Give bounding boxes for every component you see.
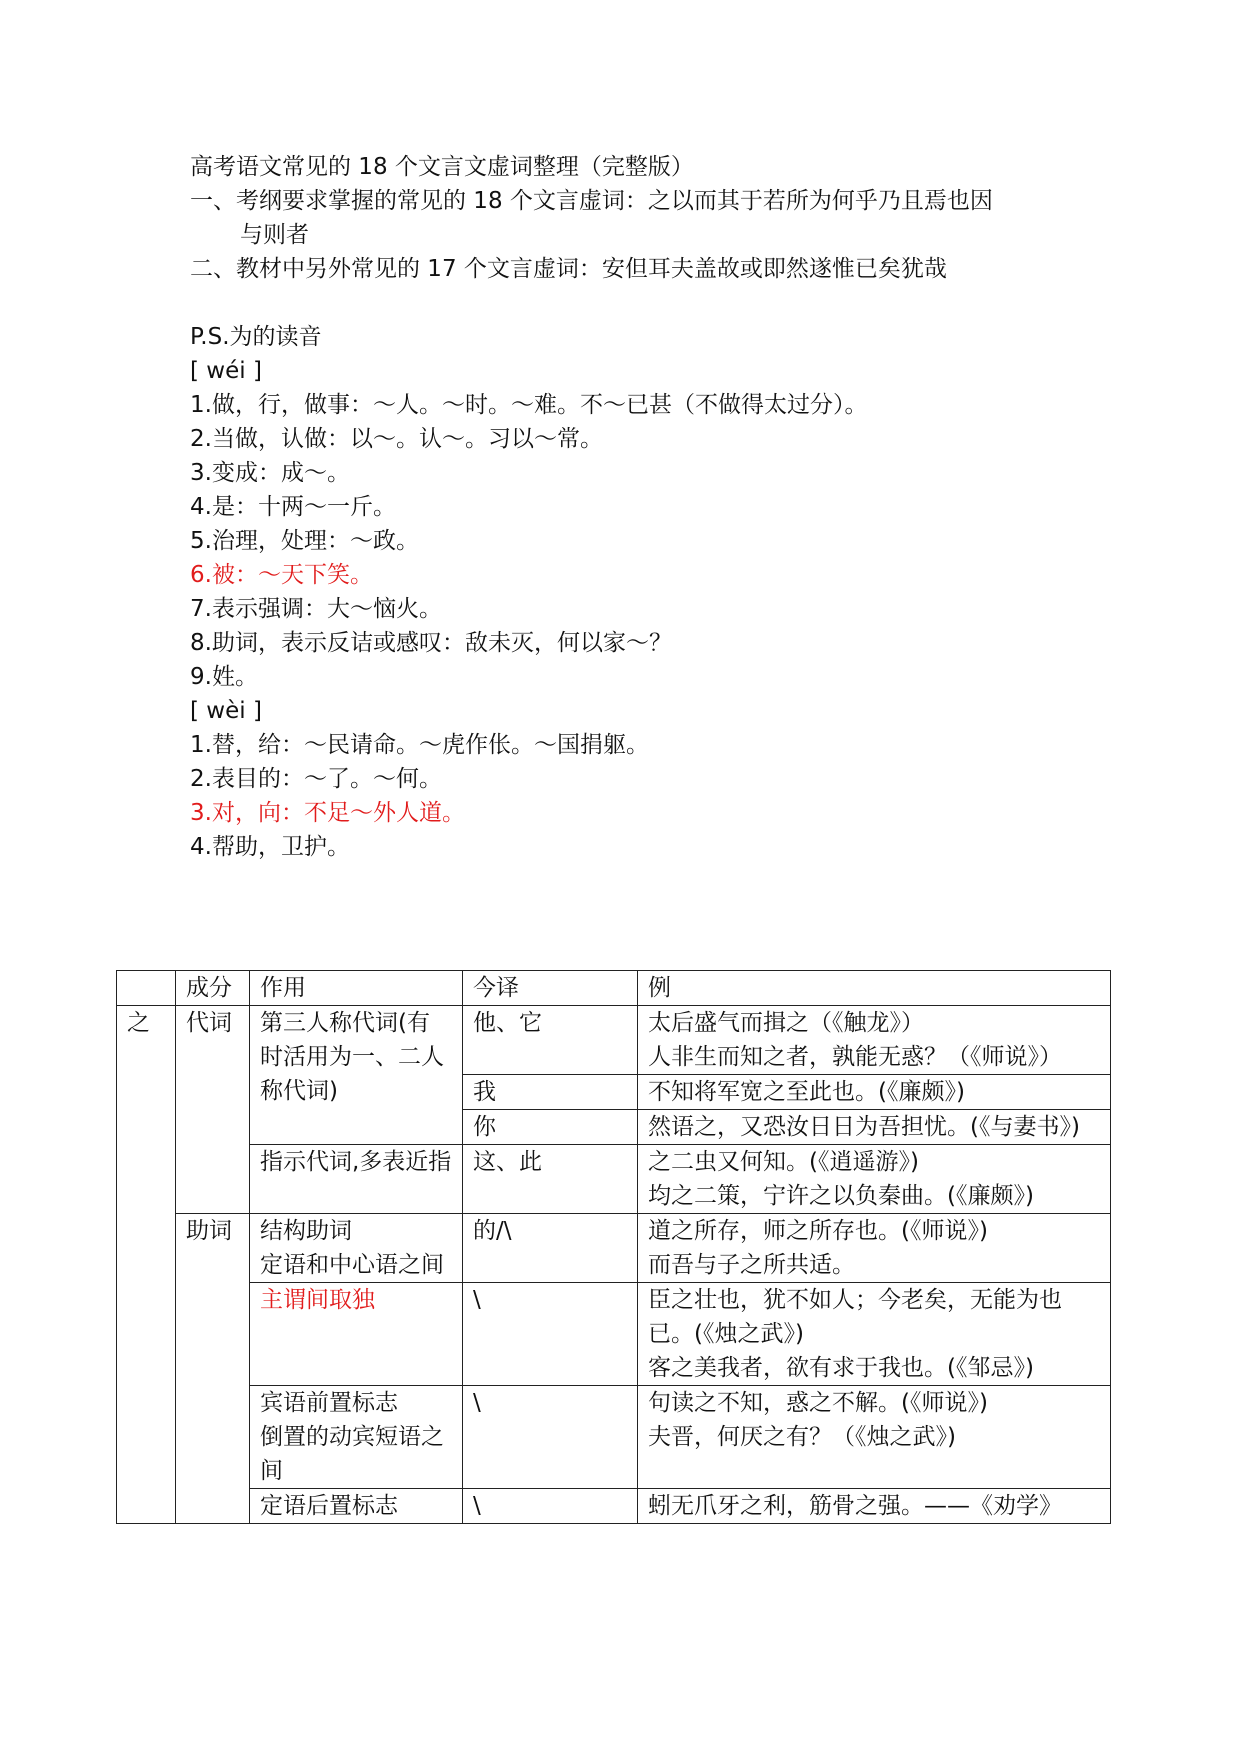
list-item-syllabus-cont: 与则者 bbox=[240, 222, 309, 248]
meaning-item: 2.表目的：～了。～何。 bbox=[190, 766, 442, 792]
translation-cell: 我 bbox=[463, 1075, 638, 1110]
function-word-table bbox=[116, 970, 1111, 1524]
example-sentence: 而吾与子之所共适。 bbox=[648, 1252, 855, 1278]
example-sentence: 均之二策，宁许之以负秦曲。(《廉颇》) bbox=[648, 1183, 1034, 1209]
example-cell bbox=[638, 1386, 1111, 1489]
example-sentence: 臣之壮也，犹不如人；今老矣，无能为也已。(《烛之武》) bbox=[648, 1287, 1062, 1347]
example-sentence: 道之所存，师之所存也。(《师说》) bbox=[648, 1218, 988, 1244]
table-row bbox=[117, 1145, 1111, 1214]
intro-text bbox=[190, 150, 1090, 864]
function-cell: 第三人称代词(有时活用为一、二人称代词) bbox=[250, 1006, 463, 1145]
meaning-item: 3.变成：成～。 bbox=[190, 460, 350, 486]
example-sentence: 然语之，又恐汝日日为吾担忧。(《与妻书》) bbox=[648, 1114, 1080, 1140]
function-line: 定语和中心语之间 bbox=[260, 1252, 444, 1278]
example-cell bbox=[638, 1214, 1111, 1283]
pos-cell: 代词 bbox=[176, 1006, 250, 1214]
function-cell: 定语后置标志 bbox=[250, 1489, 463, 1524]
translation-cell: \ bbox=[463, 1283, 638, 1386]
list-item-textbook: 二、教材中另外常见的 17 个文言虚词：安但耳夫盖故或即然遂惟已矣犹哉 bbox=[190, 256, 947, 282]
meaning-item: 2.当做，认做：以～。认～。习以～常。 bbox=[190, 426, 603, 452]
header-cell bbox=[117, 971, 176, 1006]
pinyin-header-wei2: [ wéi ] bbox=[190, 358, 262, 384]
function-cell: 指示代词,多表近指 bbox=[250, 1145, 463, 1214]
pos-cell: 助词 bbox=[176, 1214, 250, 1524]
translation-cell: 你 bbox=[463, 1110, 638, 1145]
translation-cell: \ bbox=[463, 1489, 638, 1524]
example-sentence: 蚓无爪牙之利，筋骨之强。——《劝学》 bbox=[648, 1493, 1062, 1519]
function-cell bbox=[250, 1214, 463, 1283]
meaning-item-highlighted: 3.对，向：不足～外人道。 bbox=[190, 800, 465, 826]
example-cell bbox=[638, 1489, 1111, 1524]
function-cell bbox=[250, 1386, 463, 1489]
table-header-row bbox=[117, 971, 1111, 1006]
doc-title: 高考语文常见的 18 个文言文虚词整理（完整版） bbox=[190, 154, 694, 180]
example-sentence: 不知将军宽之至此也。(《廉颇》) bbox=[648, 1079, 965, 1105]
translation-cell: 的/\ bbox=[463, 1214, 638, 1283]
header-cell: 例 bbox=[638, 971, 1111, 1006]
header-cell: 作用 bbox=[250, 971, 463, 1006]
meaning-item: 5.治理，处理：～政。 bbox=[190, 528, 419, 554]
pinyin-header-wei4: [ wèi ] bbox=[190, 698, 262, 724]
meaning-item: 4.是：十两～一斤。 bbox=[190, 494, 396, 520]
example-cell bbox=[638, 1283, 1111, 1386]
example-cell bbox=[638, 1006, 1111, 1075]
function-line: 倒置的动宾短语之间 bbox=[260, 1424, 444, 1484]
example-sentence: 之二虫又何知。(《逍遥游》) bbox=[648, 1149, 919, 1175]
example-sentence: 句读之不知，惑之不解。(《师说》) bbox=[648, 1390, 988, 1416]
function-line: 宾语前置标志 bbox=[260, 1390, 398, 1416]
table-row bbox=[117, 1386, 1111, 1489]
translation-cell: 他、它 bbox=[463, 1006, 638, 1075]
meaning-item: 1.做，行，做事：～人。～时。～难。不～已甚（不做得太过分）。 bbox=[190, 392, 868, 418]
word-cell: 之 bbox=[117, 1006, 176, 1524]
ps-title: P.S.为的读音 bbox=[190, 324, 322, 350]
meaning-item-highlighted: 6.被：～天下笑。 bbox=[190, 562, 373, 588]
header-cell: 成分 bbox=[176, 971, 250, 1006]
list-item-syllabus: 一、考纲要求掌握的常见的 18 个文言虚词：之以而其于若所为何乎乃且焉也因 bbox=[190, 188, 993, 214]
function-line: 结构助词 bbox=[260, 1218, 352, 1244]
example-cell bbox=[638, 1110, 1111, 1145]
example-sentence: 夫晋，何厌之有？（《烛之武》) bbox=[648, 1424, 956, 1450]
meaning-item: 4.帮助，卫护。 bbox=[190, 834, 350, 860]
table-row bbox=[117, 1489, 1111, 1524]
example-sentence: 客之美我者，欲有求于我也。(《邹忌》) bbox=[648, 1355, 1034, 1381]
example-cell bbox=[638, 1145, 1111, 1214]
table-row bbox=[117, 1006, 1111, 1075]
table-row bbox=[117, 1283, 1111, 1386]
example-cell bbox=[638, 1075, 1111, 1110]
example-sentence: 太后盛气而揖之（《触龙》） bbox=[648, 1010, 924, 1036]
example-sentence: 人非生而知之者，孰能无惑？（《师说》） bbox=[648, 1044, 1062, 1070]
header-cell: 今译 bbox=[463, 971, 638, 1006]
blank-line bbox=[190, 286, 1090, 320]
meaning-item: 7.表示强调：大～恼火。 bbox=[190, 596, 442, 622]
meaning-item: 1.替，给：～民请命。～虎作伥。～国捐躯。 bbox=[190, 732, 649, 758]
translation-cell: 这、此 bbox=[463, 1145, 638, 1214]
meaning-item: 9.姓。 bbox=[190, 664, 258, 690]
meaning-item: 8.助词，表示反诘或感叹：敌未灭，何以家～？ bbox=[190, 630, 672, 656]
translation-cell: \ bbox=[463, 1386, 638, 1489]
function-cell-highlighted: 主谓间取独 bbox=[250, 1283, 463, 1386]
table-row bbox=[117, 1214, 1111, 1283]
